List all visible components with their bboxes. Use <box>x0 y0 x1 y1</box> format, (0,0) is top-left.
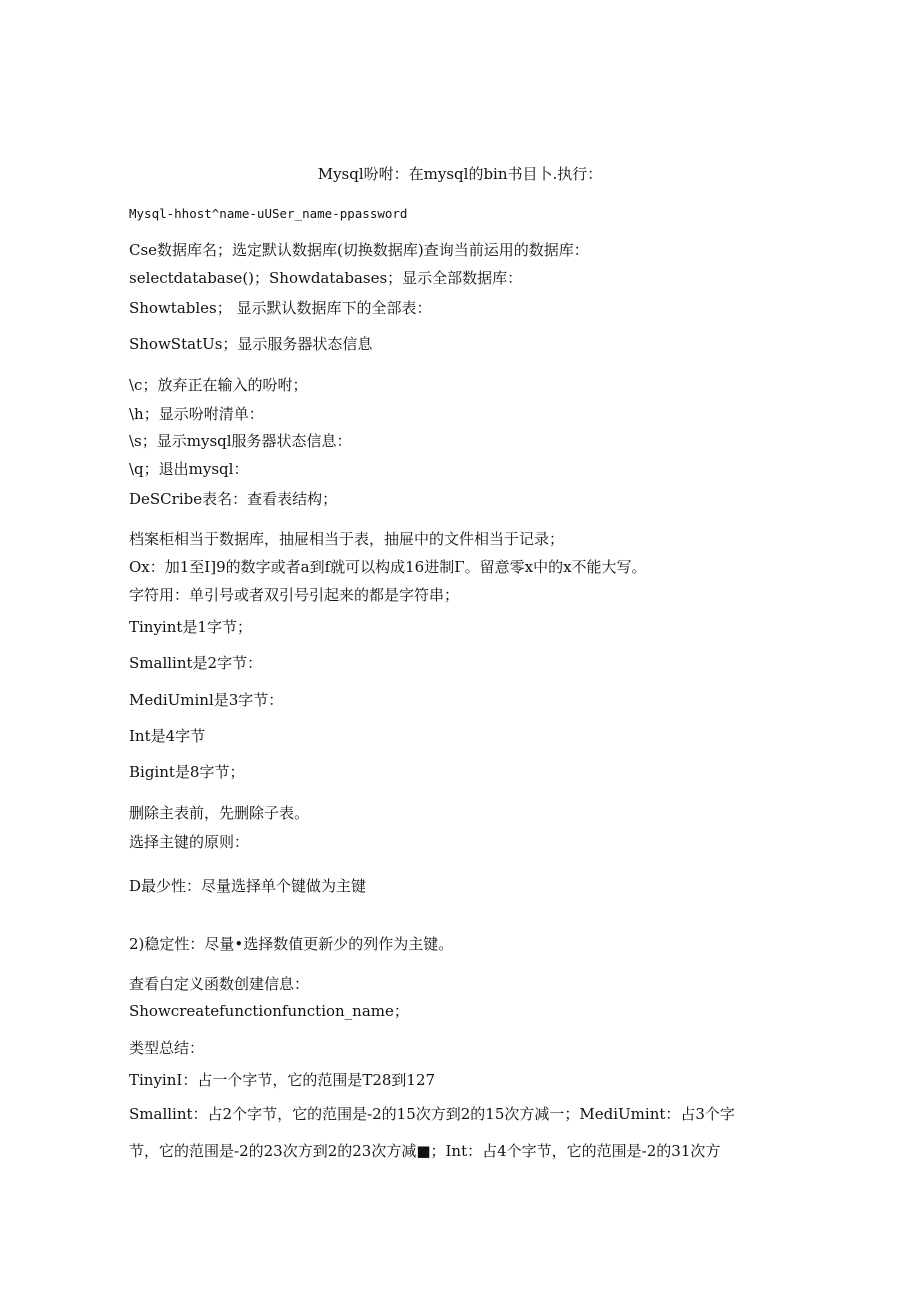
text-line: MediUminl是3字节： <box>129 691 284 709</box>
text-line: 字符用：单引号或者双引号引起来的都是字符串； <box>129 586 460 604</box>
text-line: TinyinI：占一个字节，它的范围是T28到127 <box>129 1071 436 1089</box>
text-line: \h；显示吩咐清单： <box>129 405 264 423</box>
text-line: Tinyint是1字节； <box>129 618 252 636</box>
text-line: Smallint：占2个字节，它的范围是-2的15次方到2的15次方减一；MediUmint：占3个字 <box>129 1105 735 1123</box>
text-line: \c；放弃正在输入的吩咐； <box>129 376 308 394</box>
text-line: 档案柜相当于数据库，抽屉相当于表，抽屉中的文件相当于记录； <box>129 530 565 548</box>
text-line: 选择主键的原则： <box>129 833 250 851</box>
text-line: Showtables； 显示默认数据库下的全部表： <box>129 299 432 317</box>
text-line: \s；显示mysql服务器状态信息： <box>129 432 352 450</box>
text-line: selectdatabase()；Showdatabases；显示全部数据库： <box>129 269 523 287</box>
text-line: Ox：加1至I]9的数字或者a到f就可以构成16进制Γ。留意零x中的x不能大写。 <box>129 558 647 576</box>
text-line: Bigint是8字节； <box>129 763 245 781</box>
text-line: Showcreatefunctionfunction_name； <box>129 1002 409 1020</box>
text-line: Cse数据库名；选定默认数据库(切换数据库)查询当前运用的数据库： <box>129 241 589 259</box>
text-line: 删除主表前，先删除子表。 <box>129 804 310 822</box>
text-line: ShowStatUs；显示服务器状态信息 <box>129 335 373 353</box>
text-line: 节，它的范围是-2的23次方到2的23次方减■；Int：占4个字节，它的范围是-2的31次方 <box>129 1142 721 1160</box>
text-line: Smallint是2字节： <box>129 654 263 672</box>
text-line: 2)稳定性：尽量•选择数值更新少的列作为主键。 <box>129 935 454 953</box>
text-line: Mysql-hhost^name-uUSer_name-ppassword <box>129 206 408 221</box>
text-line: 查看白定义函数创建信息： <box>129 975 310 993</box>
text-line: 类型总结： <box>129 1039 205 1057</box>
text-line: \q；退出mysql： <box>129 460 249 478</box>
document-title: Mysql吩咐：在mysql的bin书目卜.执行： <box>317 165 603 183</box>
text-line: DeSCribe表名：查看表结构； <box>129 490 338 508</box>
text-line: D最少性：尽量选择单个键做为主键 <box>129 877 367 895</box>
text-line: Int是4字节 <box>129 727 206 745</box>
